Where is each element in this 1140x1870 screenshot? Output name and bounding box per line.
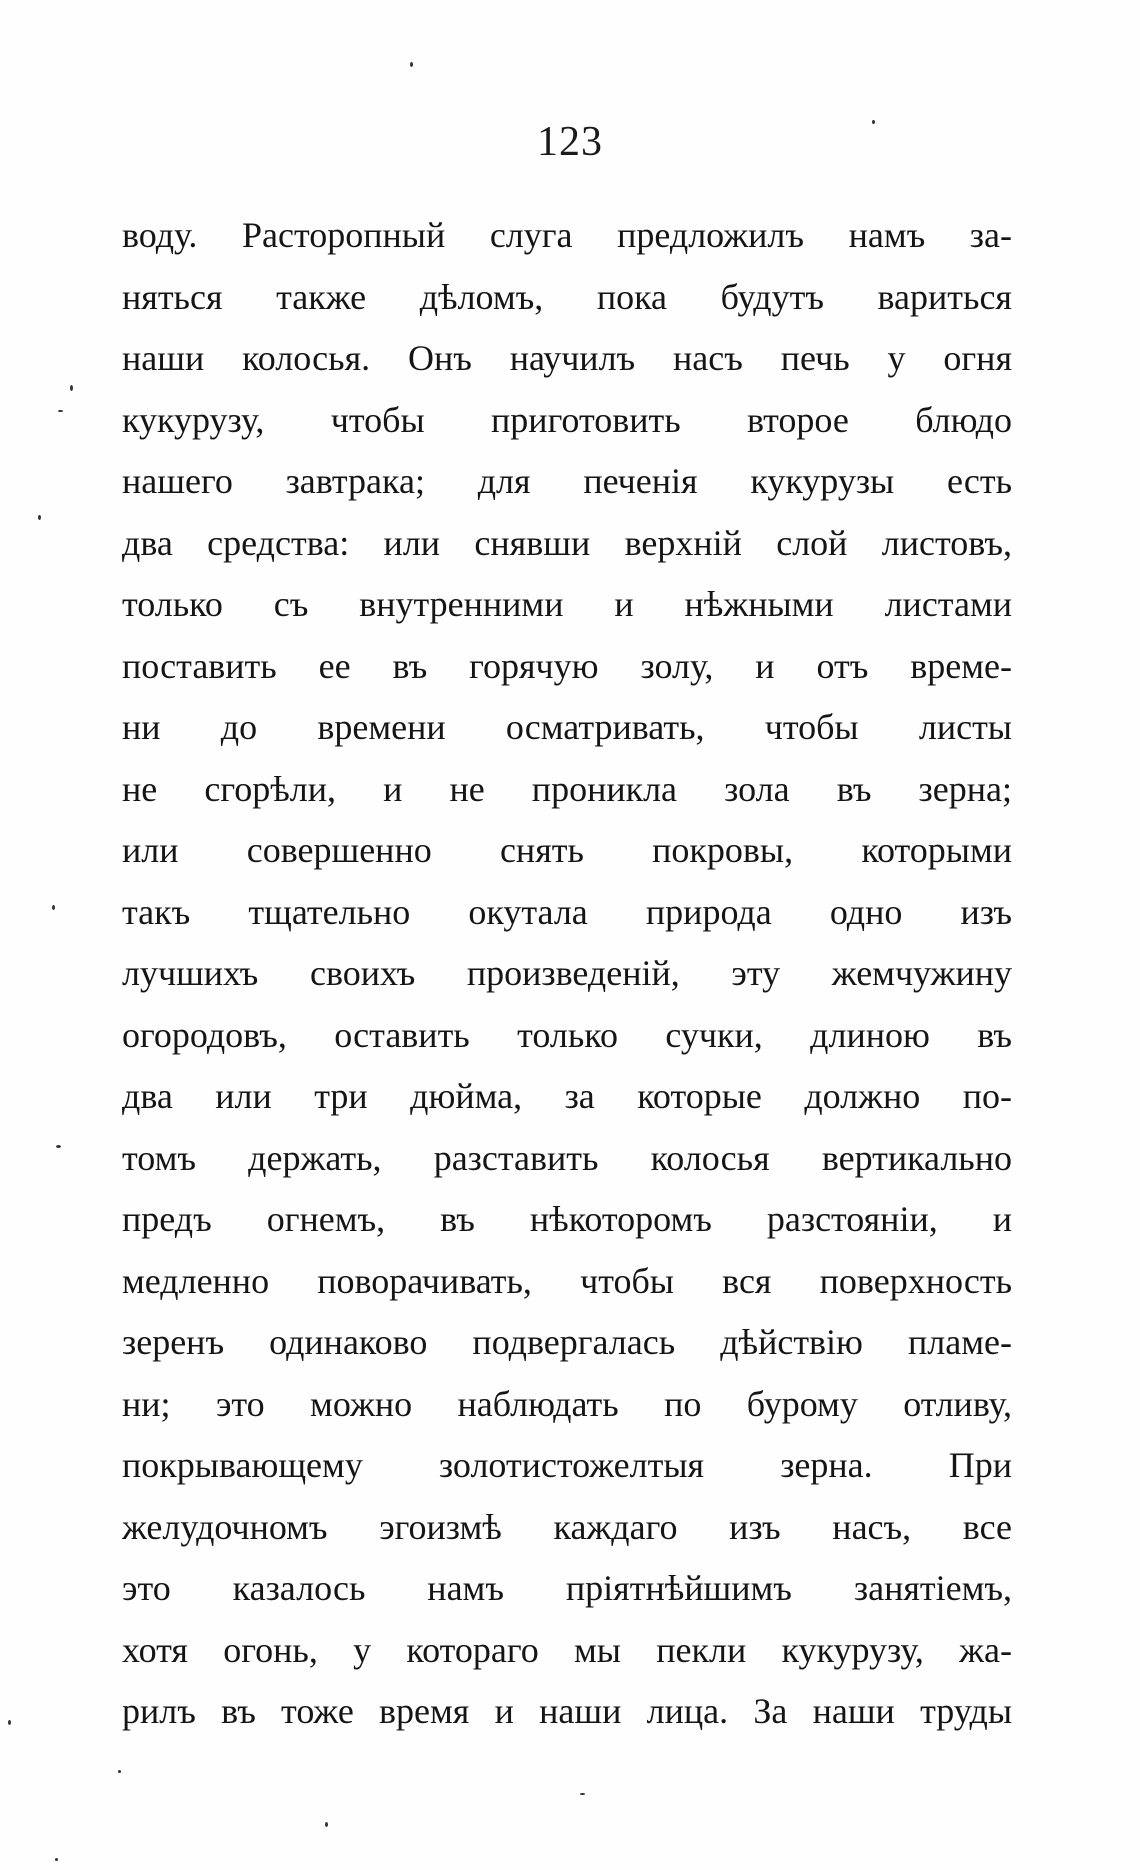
text-line: это казалось намъ пріятнѣйшимъ занятіемъ, [122,1568,1012,1608]
text-line: или совершенно снять покровы, которыми [122,830,1012,870]
text-line: наши колосья. Онъ научилъ насъ печь у огня [122,338,1012,378]
text-line: зеренъ одинаково подвергалась дѣйствію пламе- [122,1322,1012,1362]
text-line: не сгорѣли, и не проникла зола въ зерна; [122,768,1012,809]
text-line: медленно поворачивать, чтобы вся поверхность [122,1260,1012,1301]
text-line: поставить ее въ горячую золу, и отъ време- [122,645,1012,686]
scan-speck [52,905,55,910]
scan-speck [56,1145,61,1148]
text-line: кукурузу, чтобы приготовить второе блюдо [122,399,1012,440]
scan-speck [410,62,413,67]
text-line: ни; это можно наблюдать по бурому отливу, [122,1383,1012,1424]
text-line: только съ внутренними и нѣжными листами [122,584,1012,624]
text-line: предъ огнемъ, въ нѣкоторомъ разстояніи, и [122,1199,1012,1239]
scan-speck [70,385,73,391]
text-line: нашего завтрака; для печенія кукурузы есть [122,461,1012,501]
text-line: покрывающему золотистожелтыя зерна. При [122,1445,1012,1485]
scan-speck [38,515,41,520]
scan-speck [55,1858,58,1861]
scan-speck [325,1822,328,1827]
text-line: хотя огонь, у котораго мы пекли кукурузу, жа- [122,1629,1012,1670]
page-number: 123 [537,119,603,165]
scan-speck [580,1793,585,1795]
text-line: ни до времени осматривать, чтобы листы [122,707,1012,747]
scan-speck [8,1720,11,1725]
scan-speck [118,1770,121,1773]
text-line: томъ держать, разставить колосья вертикально [122,1137,1012,1178]
text-line: такъ тщательно окутала природа одно изъ [122,891,1012,932]
scan-speck [58,410,63,412]
text-line: два или три дюйма, за которые должно по- [122,1076,1012,1116]
text-line: огородовъ, оставить только сучки, длиною въ [122,1014,1012,1055]
text-line: два средства: или снявши верхній слой листовъ, [122,522,1012,563]
body-text [122,205,1012,1743]
text-line: рилъ въ тоже время и наши лица. За наши труды [122,1691,1012,1731]
scan-speck [872,120,875,124]
text-line: лучшихъ своихъ произведеній, эту жемчужину [122,953,1012,993]
text-line: няться также дѣломъ, пока будутъ вариться [122,276,1012,317]
text-line: воду. Расторопный слуга предложилъ намъ за- [122,215,1012,255]
text-line: желудочномъ эгоизмѣ каждаго изъ насъ, все [122,1506,1012,1547]
